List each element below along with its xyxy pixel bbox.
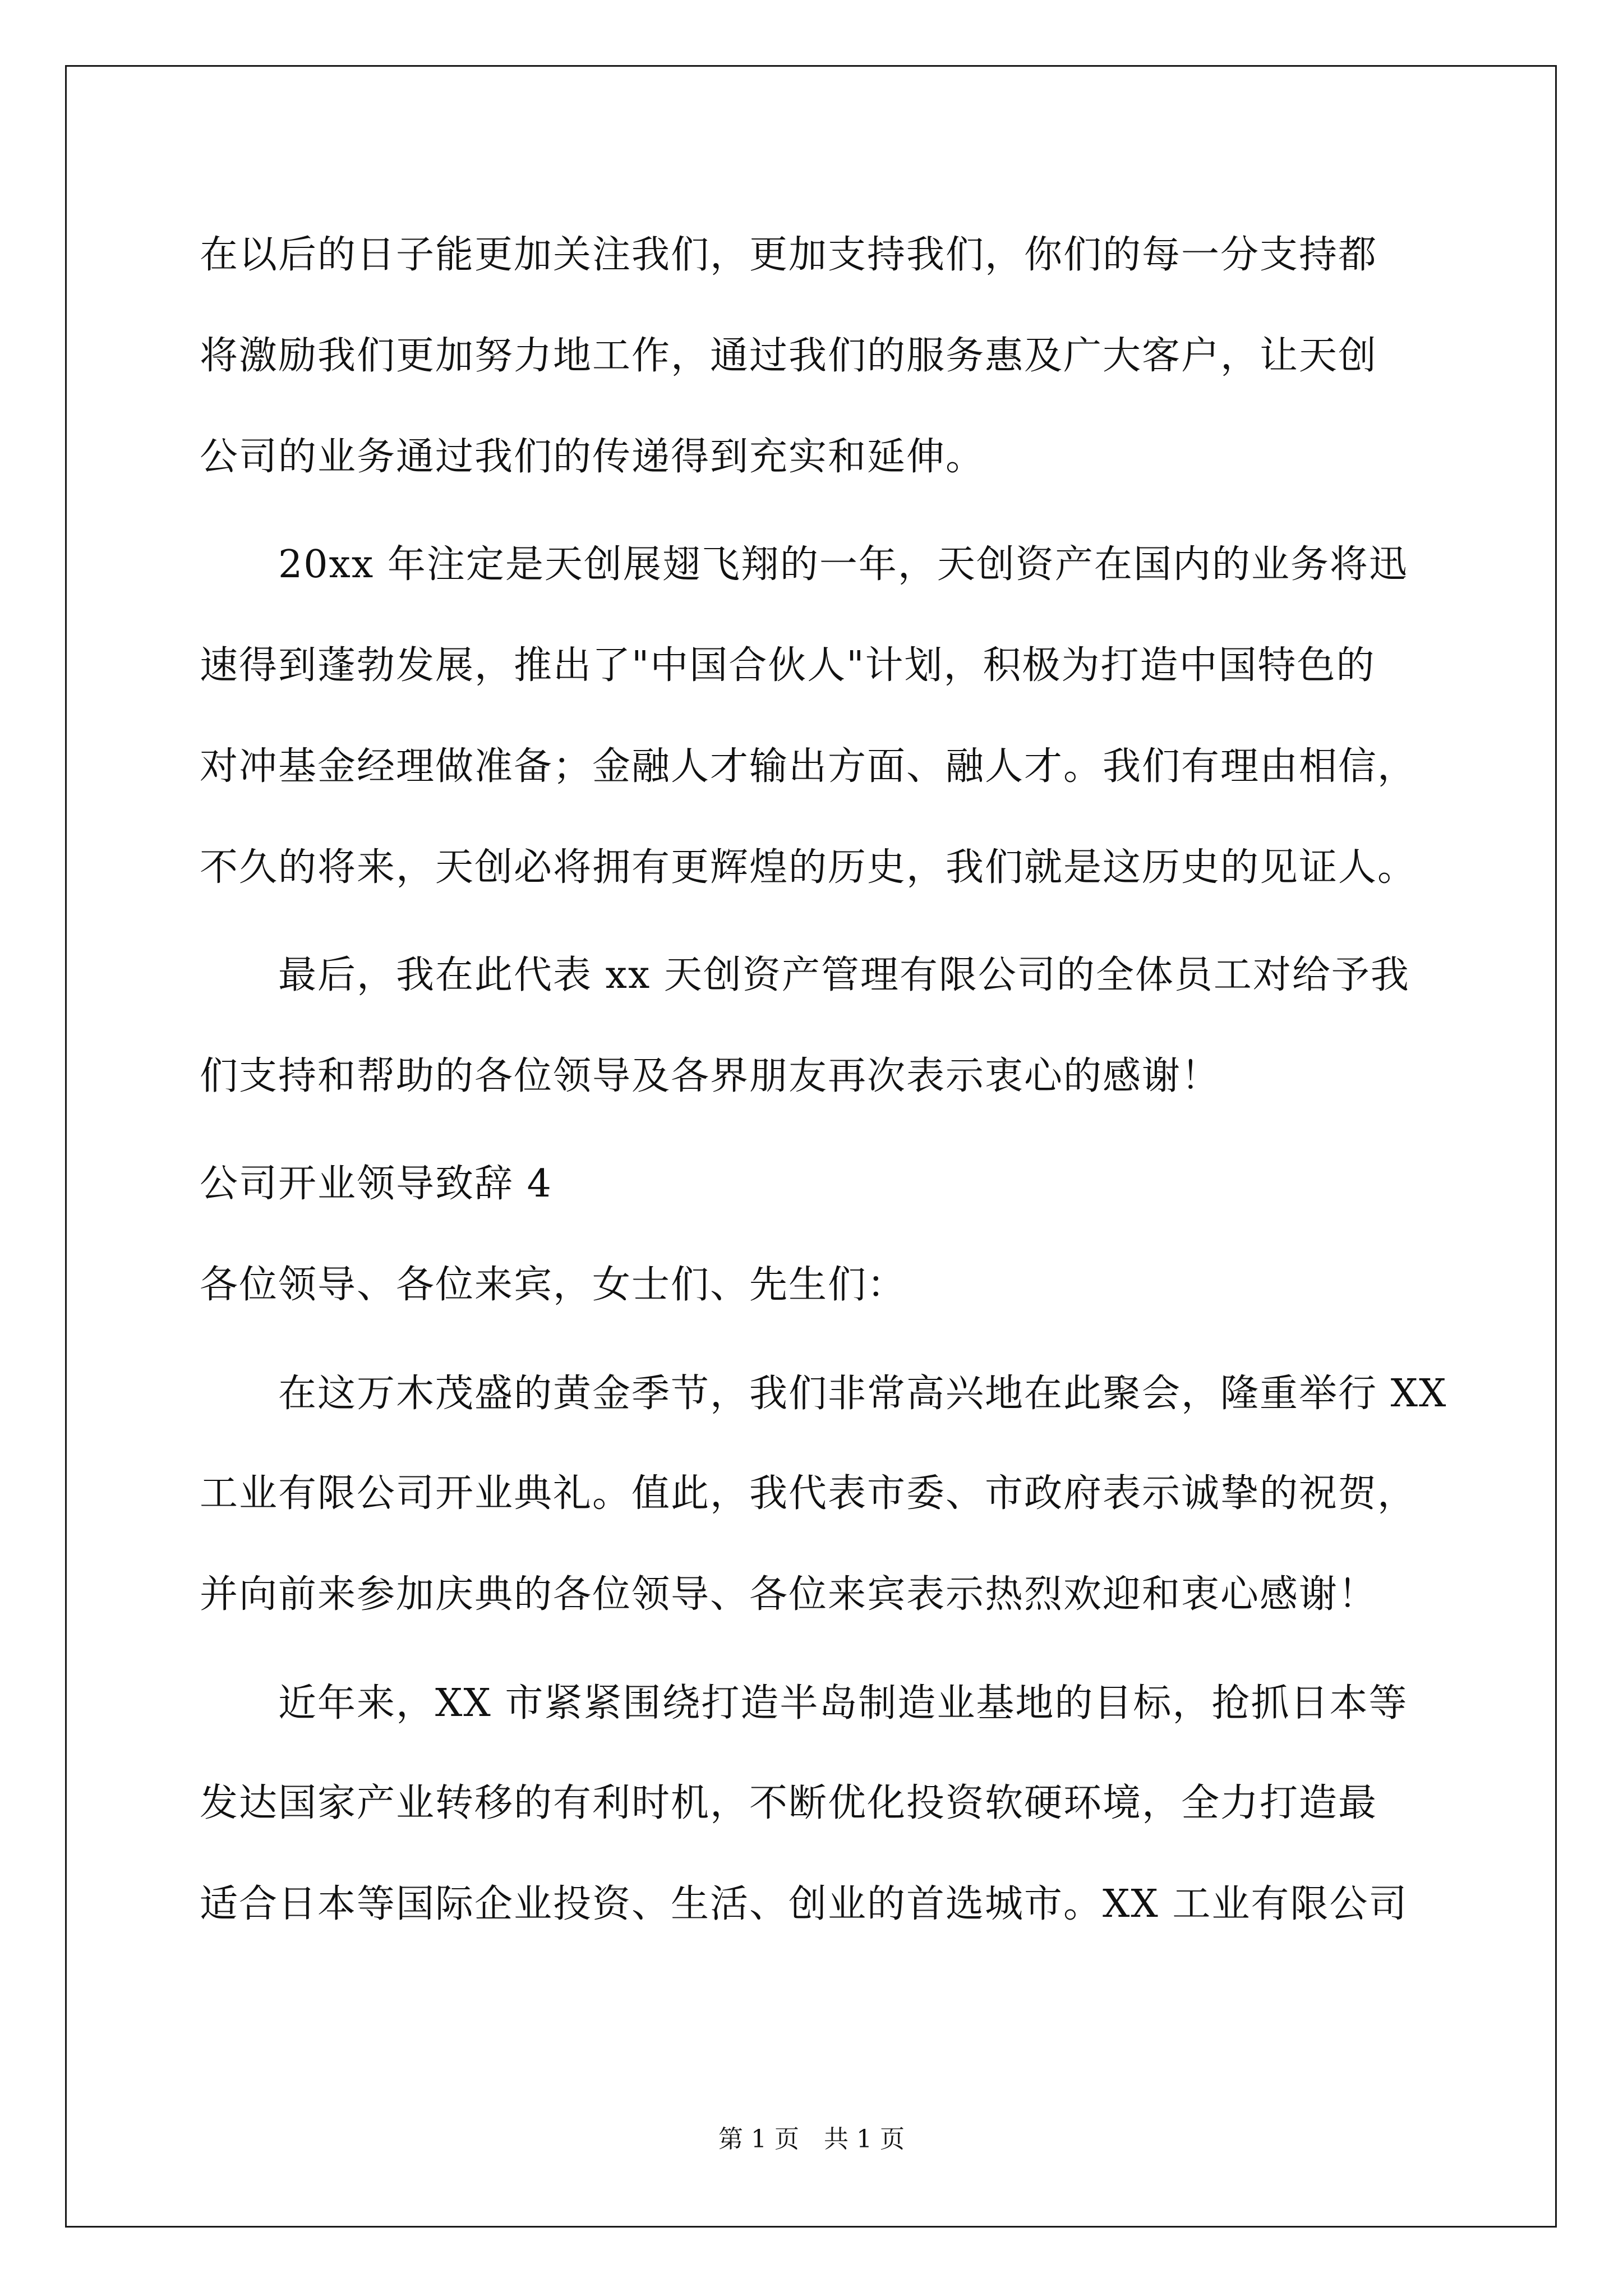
body-line: 们支持和帮助的各位领导及各界朋友再次表示衷心的感谢！ (200, 1054, 1221, 1098)
body-line: 并向前来参加庆典的各位领导、各位来宾表示热烈欢迎和衷心感谢！ (200, 1572, 1378, 1617)
body-line: 对冲基金经理做准备；金融人才输出方面、融人才。我们有理由相信， (200, 744, 1417, 789)
section-heading: 公司开业领导致辞 4 (200, 1162, 552, 1206)
salutation: 各位领导、各位来宾，女士们、先生们： (200, 1263, 907, 1307)
body-line: 工业有限公司开业典礼。值此，我代表市委、市政府表示诚挚的祝贺， (200, 1471, 1417, 1516)
body-line: 在这万木茂盛的黄金季节，我们非常高兴地在此聚会，隆重举行 XX (200, 1372, 1447, 1416)
body-line: 公司的业务通过我们的传递得到充实和延伸。 (200, 435, 985, 479)
body-line: 近年来，XX 市紧紧围绕打造半岛制造业基地的目标，抢抓日本等 (200, 1681, 1408, 1726)
body-line: 不久的将来，天创必将拥有更辉煌的历史，我们就是这历史的见证人。 (200, 845, 1417, 890)
body-line: 速得到蓬勃发展，推出了"中国合伙人"计划，积极为打造中国特色的 (200, 643, 1376, 688)
body-line: 发达国家产业转移的有利时机，不断优化投资软硬环境，全力打造最 (200, 1781, 1378, 1825)
body-line: 将激励我们更加努力地工作，通过我们的服务惠及广大客户，让天创 (200, 334, 1378, 378)
body-line: 20xx 年注定是天创展翅飞翔的一年，天创资产在国内的业务将迅 (200, 542, 1408, 587)
body-line: 在以后的日子能更加关注我们，更加支持我们，你们的每一分支持都 (200, 233, 1378, 277)
page-number-footer: 第 1 页 共 1 页 (718, 2125, 905, 2154)
body-line: 最后，我在此代表 xx 天创资产管理有限公司的全体员工对给予我 (200, 953, 1410, 997)
body-line: 适合日本等国际企业投资、生活、创业的首选城市。XX 工业有限公司 (200, 1882, 1408, 1926)
